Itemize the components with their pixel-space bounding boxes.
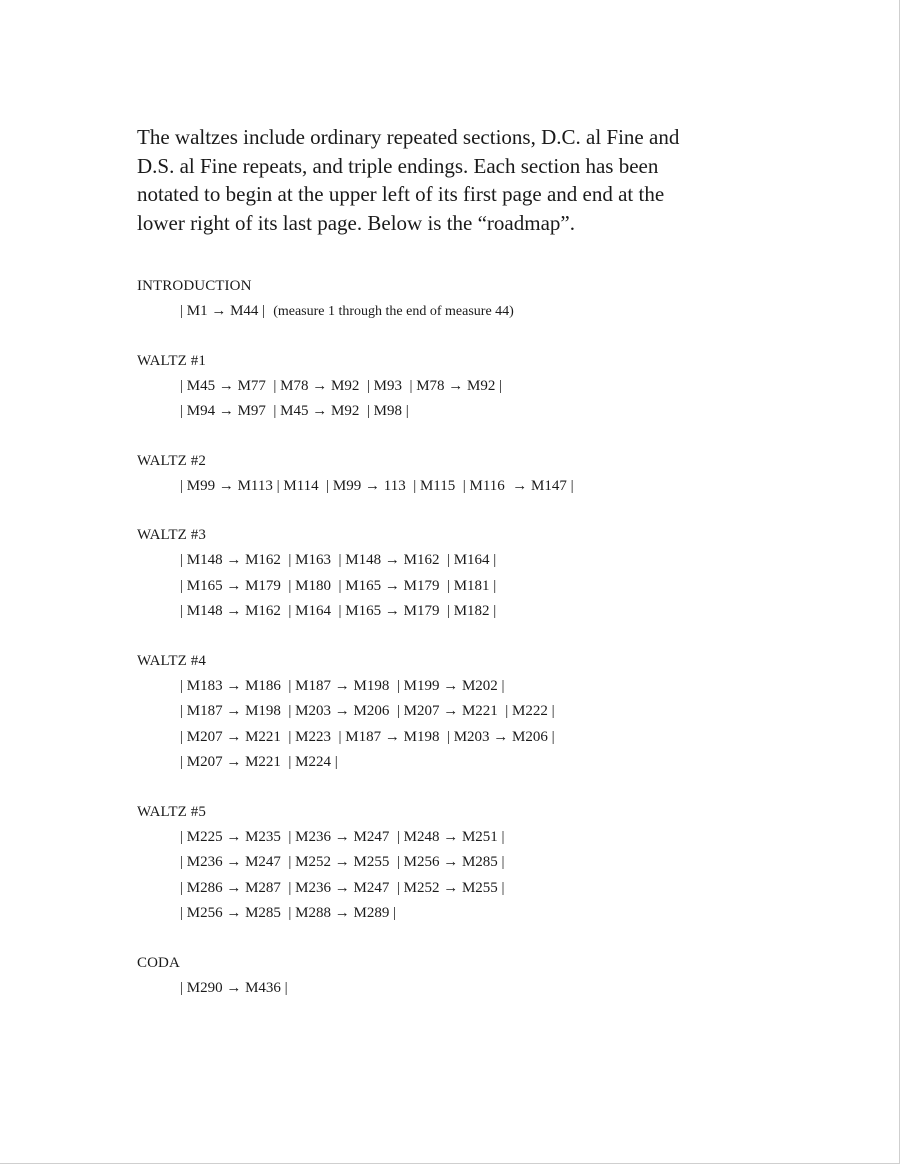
roadmap-line: | M225 → M235 | M236 → M247 | M248 → M251 | bbox=[180, 828, 505, 845]
section-title: WALTZ #4 bbox=[137, 652, 206, 669]
roadmap-line: | M286 → M287 | M236 → M247 | M252 → M255 | bbox=[180, 879, 505, 896]
intro-line: lower right of its last page. Below is the “roadmap”. bbox=[137, 210, 575, 235]
section-title: WALTZ #2 bbox=[137, 452, 206, 469]
section-title: WALTZ #3 bbox=[137, 527, 206, 543]
roadmap-line: | M207 → M221 | M224 | bbox=[180, 754, 338, 770]
roadmap bbox=[137, 273, 777, 1001]
roadmap-line: | M45 → M77 | M78 → M92 | M93 | M78 → M92 | bbox=[180, 377, 503, 394]
roadmap-line: | M207 → M221 | M223 | M187 → M198 | M203 → M206 | bbox=[180, 728, 555, 745]
section-waltz-1 bbox=[137, 348, 777, 425]
section-title: WALTZ #1 bbox=[137, 352, 206, 369]
roadmap-line: | M148 → M162 | M164 | M165 → M179 | M182 | bbox=[180, 603, 497, 619]
intro-line: notated to begin at the upper left of its first page and end at the bbox=[137, 182, 665, 206]
roadmap-line: | M148 → M162 | M163 | M148 → M162 | M164 | bbox=[180, 552, 497, 568]
intro-paragraph bbox=[137, 123, 777, 237]
roadmap-line: | M94 → M97 | M45 → M92 | M98 | bbox=[180, 403, 409, 419]
measure-note: (measure 1 through the end of measure 44) bbox=[273, 304, 514, 319]
intro-line: D.S. al Fine repeats, and triple endings. Each section has been bbox=[137, 153, 659, 178]
section-waltz-5 bbox=[137, 799, 777, 927]
roadmap-line: | M183 → M186 | M187 → M198 | M199 → M202 | bbox=[180, 677, 505, 694]
section-waltz-2 bbox=[137, 448, 777, 500]
section-title: CODA bbox=[137, 954, 180, 971]
roadmap-line: | M290 → M436 | bbox=[180, 979, 288, 996]
measure-range: | M1 → M44 | bbox=[180, 303, 266, 319]
roadmap-line: | M236 → M247 | M252 → M255 | M256 → M285 | bbox=[180, 854, 505, 870]
section-waltz-4 bbox=[137, 648, 777, 776]
roadmap-line bbox=[137, 299, 777, 325]
section-title: INTRODUCTION bbox=[137, 278, 252, 294]
roadmap-line: | M99 → M113 | M114 | M99 → 113 | M115 | M116 → M147 | bbox=[180, 477, 574, 494]
intro-line: The waltzes include ordinary repeated sections, D.C. al Fine and bbox=[137, 125, 680, 149]
roadmap-line: | M187 → M198 | M203 → M206 | M207 → M221 | M222 | bbox=[180, 703, 555, 719]
section-title: WALTZ #5 bbox=[137, 803, 206, 820]
roadmap-line: | M165 → M179 | M180 | M165 → M179 | M181 | bbox=[180, 577, 497, 594]
section-coda bbox=[137, 950, 777, 1002]
section-introduction bbox=[137, 273, 777, 325]
section-waltz-3 bbox=[137, 522, 777, 625]
roadmap-line: | M256 → M285 | M288 → M289 | bbox=[180, 905, 397, 921]
